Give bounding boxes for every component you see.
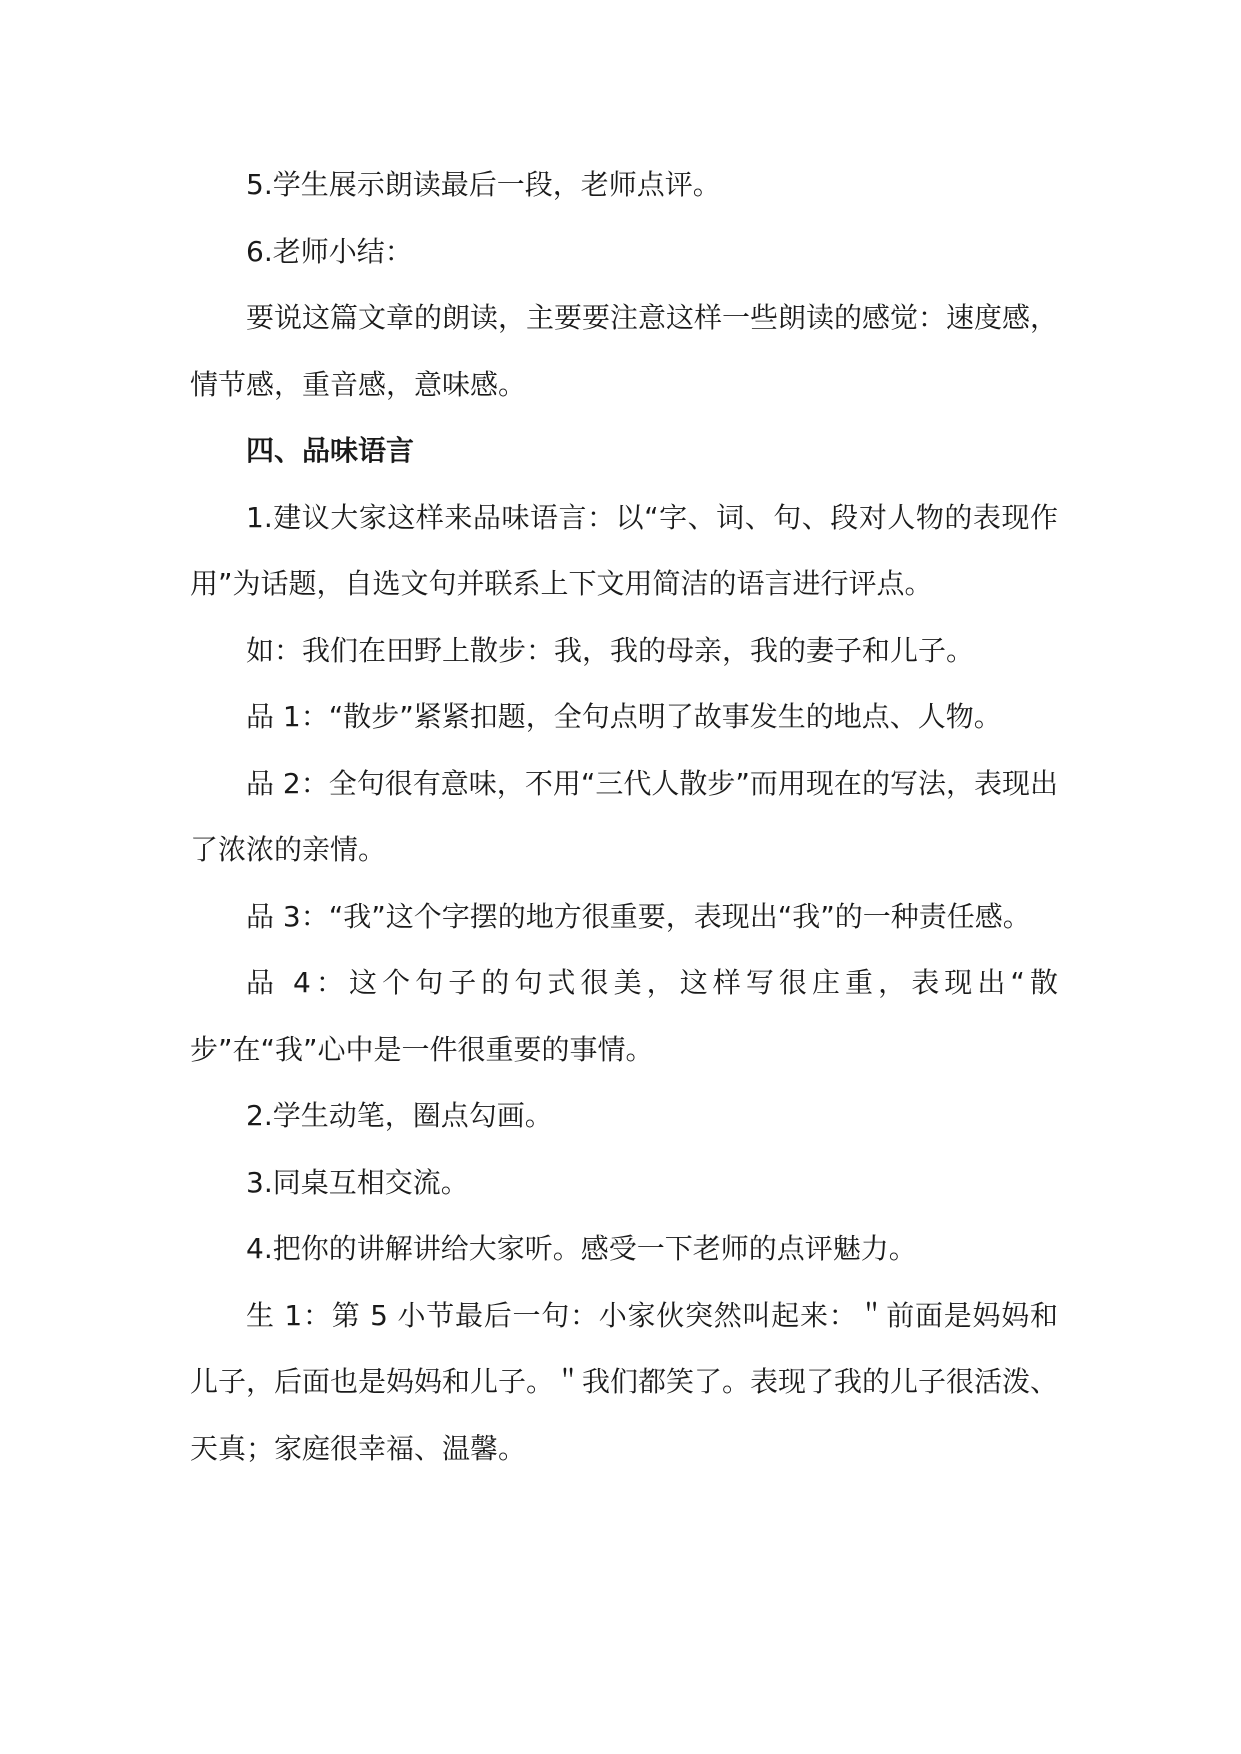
paragraph-comment-4: 品 4：这个句子的句式很美，这样写很庄重，表现出“散步”在“我”心中是一件很重要的事情。 [190,966,1058,1066]
paragraph-step-4: 4.把你的讲解讲给大家听。感受一下老师的点评魅力。 [246,1232,917,1265]
paragraph-student-1: 生 1：第 5 小节最后一句：小家伙突然叫起来：＂前面是妈妈和儿子，后面也是妈妈和儿子。＂我们都笑了。表现了我的儿子很活泼、天真；家庭很幸福、温馨。 [190,1298,1059,1465]
paragraph-comment-1: 品 1：“散步”紧紧扣题，全句点明了故事发生的地点、人物。 [246,700,1002,733]
section-heading: 四、品味语言 [246,434,415,467]
paragraph-step-5: 5.学生展示朗读最后一段，老师点评。 [246,168,721,201]
paragraph-comment-2: 品 2：全句很有意味，不用“三代人散步”而用现在的写法，表现出了浓浓的亲情。 [190,766,1058,866]
document-body [190,152,1058,1482]
paragraph-comment-3: 品 3：“我”这个字摆的地方很重要，表现出“我”的一种责任感。 [246,899,1031,933]
paragraph-step-3: 3.同桌互相交流。 [246,1165,469,1199]
paragraph-summary: 要说这篇文章的朗读，主要要注意这样一些朗读的感觉：速度感，情节感，重音感，意味感。 [190,301,1059,401]
paragraph-example: 如：我们在田野上散步：我，我的母亲，我的妻子和儿子。 [246,633,975,667]
paragraph-step-6: 6.老师小结： [246,234,413,268]
paragraph-step-2: 2.学生动笔，圈点勾画。 [246,1099,553,1132]
paragraph-suggestion: 1.建议大家这样来品味语言：以“字、词、句、段对人物的表现作用”为话题，自选文句并联系上下文用简洁的语言进行评点。 [190,500,1058,600]
